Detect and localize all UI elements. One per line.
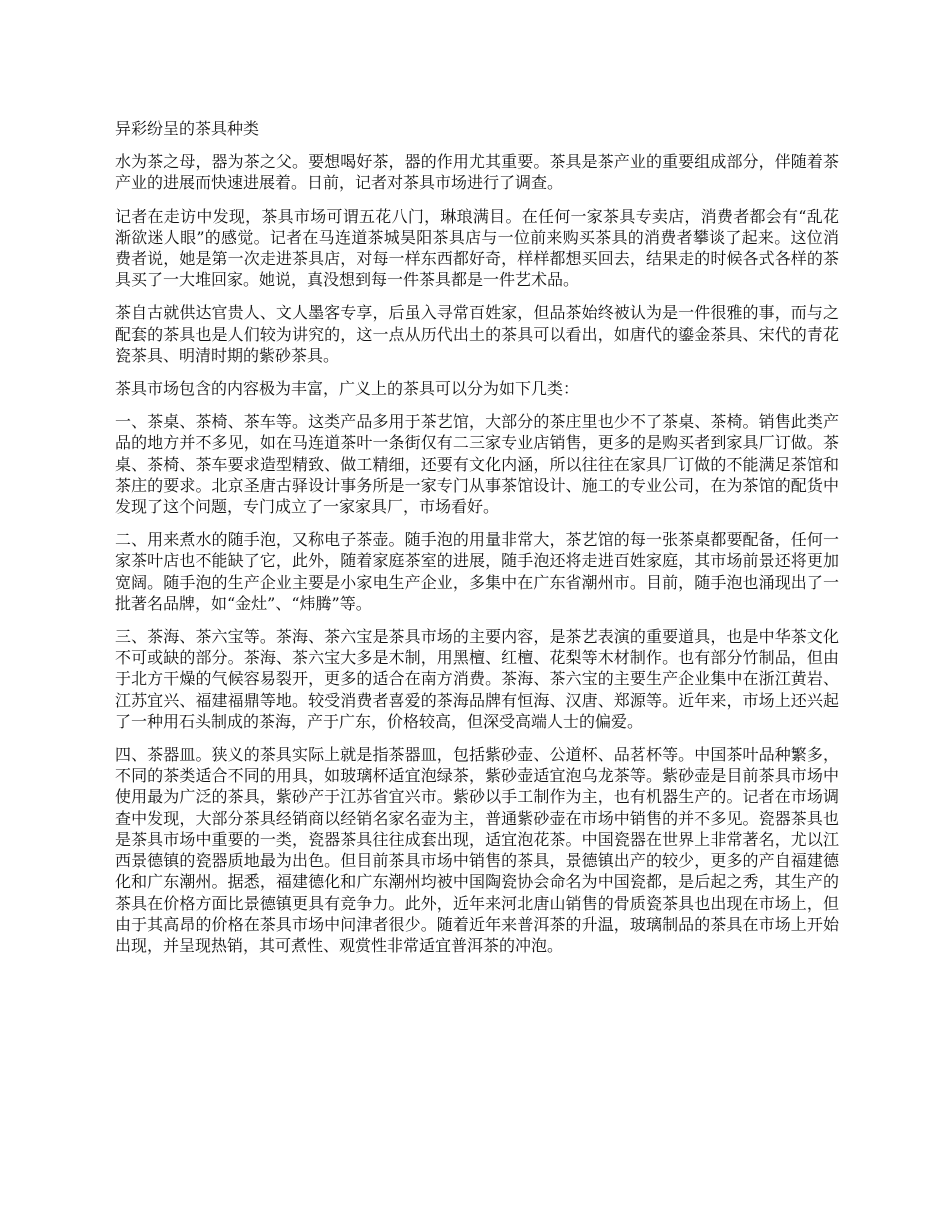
paragraph-history: 茶自古就供达官贵人、文人墨客专享，后虽入寻常百姓家，但品茶始终被认为是一件很雅的事，而与之配套的茶具也是人们较为讲究的，这一点从历代出土的茶具可以看出，如唐代的鎏金茶具、宋代的青花瓷茶具、明清时期的紫砂茶具。 <box>115 303 839 365</box>
document-page <box>115 118 839 968</box>
paragraph-category-1: 一、茶桌、茶椅、茶车等。这类产品多用于茶艺馆，大部分的茶庄里也少不了茶桌、茶椅。销售此类产品的地方并不多见，如在马连道茶叶一条街仅有二三家专业店销售，更多的是购买者到家具厂订做。茶桌、茶椅、茶车要求造型精致、做工精细，还要有文化内涵，所以往往在家具厂订做的不能满足茶馆和茶庄的要求。北京圣唐古驿设计事务所是一家专门从事茶馆设计、施工的专业公司，在为茶馆的配货中发现了这个问题，专门成立了一家家具厂，市场看好。 <box>115 412 839 517</box>
paragraph-category-3: 三、茶海、茶六宝等。茶海、茶六宝是茶具市场的主要内容，是茶艺表演的重要道具，也是中华茶文化不可或缺的部分。茶海、茶六宝大多是木制，用黑檀、红檀、花梨等木材制作。也有部分竹制品，但由于北方干燥的气候容易裂开，更多的适合在南方消费。茶海、茶六宝的主要生产企业集中在浙江黄岩、江苏宜兴、福建福鼎等地。较受消费者喜爱的茶海品牌有恒海、汉唐、郑源等。近年来，市场上还兴起了一种用石头制成的茶海，产于广东，价格较高，但深受高端人士的偏爱。 <box>115 627 839 731</box>
paragraph-categories-intro: 茶具市场包含的内容极为丰富，广义上的茶具可以分为如下几类： <box>115 379 580 399</box>
paragraph-intro: 水为茶之母，器为茶之父。要想喝好茶，器的作用尤其重要。茶具是茶产业的重要组成部分，伴随着茶产业的进展而快速进展着。日前，记者对茶具市场进行了调查。 <box>115 152 839 193</box>
paragraph-category-2: 二、用来煮水的随手泡，又称电子茶壶。随手泡的用量非常大，茶艺馆的每一张茶桌都要配备，任何一家茶叶店也不能缺了它，此外，随着家庭茶室的进展，随手泡还将走进百姓家庭，其市场前景还将更加宽阔。随手泡的生产企业主要是小家电生产企业，多集中在广东省潮州市。目前，随手泡也涌现出了一批著名品牌，如“金灶”、“炜腾”等。 <box>115 530 839 613</box>
document-title: 异彩纷呈的茶具种类 <box>115 119 260 138</box>
paragraph-market-visit: 记者在走访中发现，茶具市场可谓五花八门，琳琅满目。在任何一家茶具专卖店，消费者都会有“乱花渐欲迷人眼”的感觉。记者在马连道茶城昊阳茶具店与一位前来购买茶具的消费者攀谈了起来。这位消费者说，她是第一次走进茶具店，对每一样东西都好奇，样样都想买回去，结果走的时候各式各样的茶具买了一大堆回家。她说，真没想到每一件茶具都是一件艺术品。 <box>115 206 839 290</box>
paragraph-category-4: 四、茶器皿。狭义的茶具实际上就是指茶器皿，包括紫砂壶、公道杯、品茗杯等。中国茶叶品种繁多，不同的茶类适合不同的用具，如玻璃杯适宜泡绿茶，紫砂壶适宜泡乌龙茶等。紫砂壶是目前茶具市场中使用最为广泛的茶具，紫砂产于江苏省宜兴市。紫砂以手工制作为主，也有机器生产的。记者在市场调查中发现，大部分茶具经销商以经销名家名壶为主，普通紫砂壶在市场中销售的并不多见。瓷器茶具也是茶具市场中重要的一类，瓷器茶具往往成套出现，适宜泡花茶。中国瓷器在世界上非常著名，尤以江西景德镇的瓷器质地最为出色。但目前茶具市场中销售的茶具，景德镇出产的较少，更多的产自福建德化和广东潮州。据悉，福建德化和广东潮州均被中国陶瓷协会命名为中国瓷都，是后起之秀，其生产的茶具在价格方面比景德镇更具有竞争力。此外，近年来河北唐山销售的骨质瓷茶具也出现在市场上，但由于其高昂的价格在茶具市场中问津者很少。随着近年来普洱茶的升温，玻璃制品的茶具在市场上开始出现，并呈现热销，其可煮性、观赏性非常适宜普洱茶的冲泡。 <box>115 745 839 955</box>
